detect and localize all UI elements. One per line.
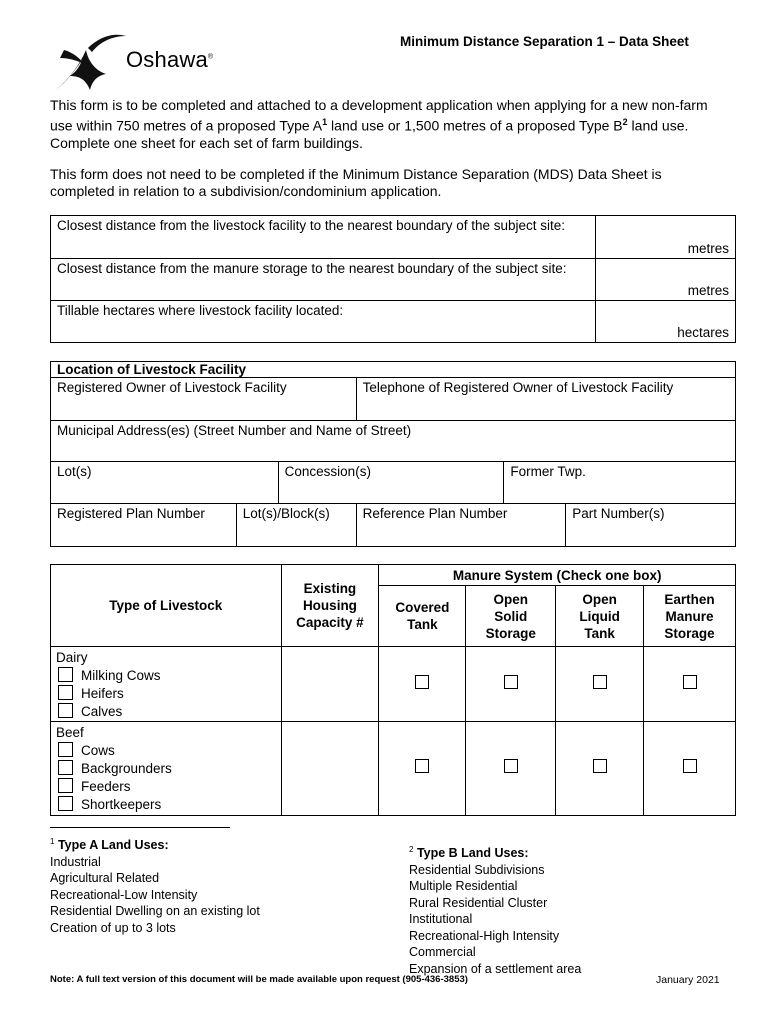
page-title: Minimum Distance Separation 1 – Data Sheet (400, 34, 689, 49)
livestock-checkbox[interactable] (58, 796, 73, 811)
distance-label: Closest distance from the manure storage to the nearest boundary of the subject site: (51, 259, 596, 301)
list-item: Creation of up to 3 lots (50, 920, 176, 935)
distance-unit: hectares (677, 325, 729, 340)
list-item: Multiple Residential (409, 879, 518, 894)
lot-block-field[interactable] (236, 504, 356, 547)
owner-field[interactable] (51, 378, 357, 421)
owner-label: Registered Owner of Livestock Facility (57, 380, 287, 395)
list-item: Rural Residential Cluster (409, 895, 548, 910)
logo-wordmark: Oshawa® (126, 47, 214, 72)
distance-value-field[interactable] (596, 259, 736, 301)
intro-paragraph-1: This form is to be completed and attached to a development application when applying for a new non-farm use within 750 metres of a proposed Type $A^1$ land use or 1,500 metres of a proposed Type $B^2$ land use. Complete one sheet for each set of farm buildings. (50, 97, 708, 151)
livestock-table (50, 564, 736, 816)
distance-label: Closest distance from the livestock facility to the nearest boundary of the subject site: (51, 216, 596, 259)
distance-value-field[interactable] (596, 216, 736, 259)
distance-row (51, 259, 736, 301)
livestock-group-row (51, 722, 736, 816)
manure-checkbox[interactable] (504, 759, 518, 773)
list-item: Backgrounders (56, 760, 275, 778)
distance-row (51, 216, 736, 259)
manure-col-header: Open Liquid Tank (556, 586, 644, 647)
location-table (50, 361, 736, 547)
livestock-checkbox[interactable] (58, 742, 73, 757)
location-heading: Location of Livestock Facility (51, 362, 736, 378)
address-field[interactable] (51, 421, 736, 462)
list-item: Recreational-Low Intensity (50, 887, 198, 902)
footnote-divider (50, 827, 230, 828)
distance-value-field[interactable] (596, 301, 736, 343)
list-item: Industrial (50, 854, 101, 869)
livestock-checkbox[interactable] (58, 760, 73, 775)
lot-block-label: Lot(s)/Block(s) (242, 506, 330, 521)
livestock-group (51, 722, 282, 816)
list-item: Agricultural Related (50, 871, 160, 886)
capacity-field[interactable] (281, 647, 379, 722)
list-item: Cows (56, 742, 275, 760)
livestock-checkbox[interactable] (58, 685, 73, 700)
list-item: Recreational-High Intensity (409, 928, 560, 943)
distances-table (50, 215, 736, 343)
reg-plan-field[interactable] (51, 504, 237, 547)
manure-checkbox[interactable] (683, 675, 697, 689)
manure-system-header: Manure System (Check one box) (379, 565, 736, 586)
list-item: Residential Dwelling on an existing lot (50, 904, 260, 919)
reg-plan-label: Registered Plan Number (57, 506, 205, 521)
manure-col-header: Earthen Manure Storage (644, 586, 736, 647)
livestock-checkbox[interactable] (58, 778, 73, 793)
manure-checkbox[interactable] (415, 675, 429, 689)
ref-plan-field[interactable] (356, 504, 566, 547)
manure-checkbox[interactable] (593, 675, 607, 689)
footnote-type-b: $^2$ Type B Land Uses: Residential Subdivisions Multiple Residential Rural Residential Cluster Institutional Recreational-High Intensity Commercial Expansion of a settlement area (409, 845, 582, 976)
ref-plan-label: Reference Plan Number (362, 506, 508, 521)
list-item: Milking Cows (56, 667, 275, 685)
manure-checkbox[interactable] (415, 759, 429, 773)
concession-field[interactable] (278, 462, 504, 504)
manure-checkbox[interactable] (683, 759, 697, 773)
phone-label: Telephone of Registered Owner of Livestock Facility (362, 380, 674, 395)
list-item: Feeders (56, 778, 275, 796)
concession-label: Concession(s) (284, 464, 371, 479)
list-item: Residential Subdivisions (409, 862, 545, 877)
capacity-field[interactable] (281, 722, 379, 816)
col-capacity-header: Existing Housing Capacity # (281, 565, 379, 647)
footer-date: January 2021 (656, 974, 720, 986)
manure-col-header: Open Solid Storage (466, 586, 556, 647)
manure-checkbox[interactable] (504, 675, 518, 689)
livestock-checkbox[interactable] (58, 667, 73, 682)
list-item: Heifers (56, 685, 275, 703)
lot-label: Lot(s) (57, 464, 92, 479)
group-name: Dairy (56, 650, 88, 665)
distance-unit: metres (687, 241, 729, 256)
list-item: Calves (56, 703, 275, 721)
intro-paragraph-2: This form does not need to be completed if the Minimum Distance Separation (MDS) Data Sheet is completed in relation to a subdivision/condominium application. (50, 166, 662, 199)
list-item: Institutional (409, 912, 473, 927)
distance-unit: metres (687, 283, 729, 298)
group-name: Beef (56, 725, 84, 740)
distance-label: Tillable hectares where livestock facility located: (51, 301, 596, 343)
manure-checkbox[interactable] (593, 759, 607, 773)
list-item: Shortkeepers (56, 796, 275, 814)
livestock-group-row (51, 647, 736, 722)
footnote-type-a: $^1$ Type A Land Uses: Industrial Agricultural Related Recreational-Low Intensity Residential Dwelling on an existing lot Creation of up to 3 lots (50, 837, 260, 935)
manure-col-header: Covered Tank (379, 586, 466, 647)
former-twp-label: Former Twp. (510, 464, 586, 479)
phone-field[interactable] (356, 378, 735, 421)
part-number-label: Part Number(s) (572, 506, 665, 521)
list-item: Expansion of a settlement area (409, 961, 582, 976)
lot-field[interactable] (51, 462, 279, 504)
former-twp-field[interactable] (504, 462, 736, 504)
list-item: Commercial (409, 945, 476, 960)
part-number-field[interactable] (566, 504, 736, 547)
footer-note: Note: A full text version of this document will be made available upon request (905-436-3853) (50, 974, 468, 985)
distance-row (51, 301, 736, 343)
address-label: Municipal Address(es) (Street Number and Name of Street) (57, 423, 412, 438)
livestock-group (51, 647, 282, 722)
livestock-checkbox[interactable] (58, 703, 73, 718)
col-type-header: Type of Livestock (51, 565, 282, 647)
